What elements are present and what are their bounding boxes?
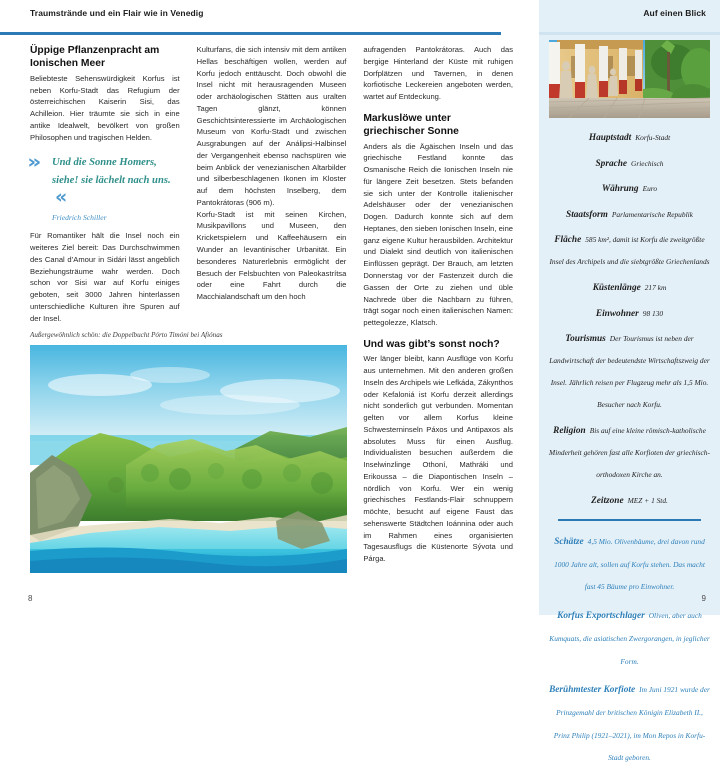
section-heading-markusloewe: Markuslöwe unter griechischer Sonne [363,112,459,138]
pull-quote-text: Und die Sonne Homers, siehe! sie lächelt nach uns. [52,157,171,187]
running-head-left: Traumstrände und ein Flair wie in Venedig [30,8,204,18]
extra-row [549,603,710,671]
header-rule-right [539,32,720,35]
fact-row [549,301,710,323]
extra-row [549,529,710,597]
page-right-sidebar [539,0,720,763]
fact-label: Religion [553,425,586,436]
fact-label: Währung [601,184,639,195]
photo-caption: Außergewöhnlich schön: die Doppelbucht Pórto Timóni bei Afiónas [30,331,223,339]
fact-value: Korfu-Stadt [635,133,671,142]
achilleion-colonnade-illustration [549,40,710,118]
fact-value: 217 km [644,282,667,292]
sidebar-divider [558,519,701,521]
article-column-3 [363,44,513,574]
photo-caption-wrap [30,331,347,343]
fact-label: Einwohner [595,308,639,319]
section-heading-pflanzenpracht: Üppige Pflanzenpracht am Ionischen Meer [30,45,160,70]
extra-label: Schätze [554,536,584,547]
extra-value: Im Juni 1921 wurde der Prinzgemahl der britischen Königin Elizabeth II., Prinz Philip (1921–2021), im Mon Repos in Korfu-Stadt geboren. [553,685,710,763]
paragraph-ausfluege: Wer länger bleibt, kann Ausflüge von Korfu aus unternehmen. Mit den anderen großen Inseln des Archipels wie Lefkáda, Zákynthos oder Kefaloniá ist Korfu derzeit allerdings nicht sonderlich gut verbunden. Momentan gelten vor allem Korfus kleine Schwesterninseln Páxos und Antipaxos als absolutes Muss für einen Ausflug. Individualisten besuchen außerdem die Inselwinzlinge Othoní, Mathráki und Erikoussa – die Diapontischen Inseln – nördlich von Korfu. Wer ein wenig griechisches Festlands-Flair schnuppern möchte, besucht auf eigene Faust das sehenswerte Städtchen Ioánnina oder auch im Rahmen eines organisierten Tagesausflugs die Küstenorte Sývota und Párga. [363,354,514,564]
paragraph-kulturfans: Kulturfans, die sich intensiv mit dem antiken Hellas beschäftigen wollen, werden auf Korfu jedoch enttäuscht. Doch obwohl die Insel nicht mit herausragenden Museen oder archäologischen Stätten aus uralten Tagen glänzt, können Geschichtsinteressierte im Archäologischen Museum von Korfu-Stadt und zwischen Ausgrabungen auf der Análipsi-Halbinsel der Vergangenheit ebenso nachspüren wie beim Anblick der venezianischen Altarbilder und silberbeschlagenen Ikonen im Kloster auf dem höchsten Inselberg, dem Pantokrátoras (906 m). [196,45,347,207]
fact-value: Parlamentarische Republik [611,209,693,219]
fact-value: Euro [642,184,658,194]
fact-row [549,227,710,271]
coastal-landscape-illustration [30,345,347,573]
fact-label: Hauptstadt [588,133,632,143]
fact-row [549,326,710,414]
paragraph-venezianisch: Anders als die Ägäischen Inseln und das griechische Festland konnte das Osmanische Reich die Ionischen Inseln nie für längere Zeit besetzen. Stets befanden sie sich unter der Kontrolle italienischer Adelshäuser oder der venezianischen Dogen. Dadurch konnte sich auf dem Heptanes, den sieben Ionischen Inseln, eine ganz eigene Kultur herausbilden. Architektur und Dialekt sind deutlich von italienischen Einflüssen geprägt. Der Brauch, am letzten Donnerstag vor der Fastenzeit durch die Gassen der Orte zu ziehen und üble Nachrede über die Nachbarn zu führen, trägt sogar noch einen italienischen Namen: pettegolezze, Klatsch. [363,141,514,328]
fact-label: Tourismus [565,334,606,345]
extra-label: Korfus Exportschlager [557,611,645,622]
extras-list [549,529,710,768]
fact-value: 585 km², damit ist Korfu die zweitgrößte Insel des Archipels und die siebtgrößte Griechenlands [549,235,710,267]
fact-row [549,275,710,297]
fact-row [549,125,710,147]
fact-box [549,40,710,774]
page-number-right: 9 [701,594,706,603]
fact-value: Der Tourismus ist neben der Landwirtschaft der bedeutendste Wirtschaftszweig der Insel. Jährlich reisen per Flugzeug mehr als 1,5 Mio. Besucher nach Korfu. [549,334,710,410]
fact-row [549,418,710,484]
fact-label: Fläche [554,235,582,246]
fact-label: Zeitzone [591,495,624,506]
fact-label: Sprache [595,158,628,169]
fact-label: Staatsform [566,209,608,220]
paragraph-intro: Beliebteste Sehenswürdigkeit Korfus ist neben Korfu-Stadt das Refugium der österreichischen Kaiserin Sisi, das Achilleion. Hier träumte sie sich in eine antike Idealwelt, bevölkert von großen Philosophen und tragischen Helden. [30,73,180,142]
paragraph-romantiker: Für Romantiker hält die Insel noch ein weiteres Ziel bereit: Das Durchschwimmen des Canal d’Amour in Sidári lässt angeblich Beziehungsträume wahr werden. Doch schon vor Sisi war auf Korfu einiges geboten, seit 3000 Jahren hinterlassen unterschiedliche Kulturen ihre Spuren auf der Insel. [30,231,180,323]
extra-value: 4,5 Mio. Olivenbäume, drei davon rund 1000 Jahre alt, sollen auf Korfu stehen. Das macht fast 45 Bäume pro Einwohner. [554,536,705,592]
photo-porto-timoni [30,345,347,573]
quote-close-icon: « [55,186,65,209]
facts-list [549,125,710,510]
running-head-right: Auf einen Blick [643,8,706,18]
extra-value: Oliven, aber auch Kumquats, die asiatischen Zwergorangen, in jeglicher Form. [549,611,710,666]
fact-row [549,488,710,510]
fact-value: Griechisch [631,158,664,168]
paragraph-pantokratoras: aufragenden Pantokrátoras. Auch das bergige Hinterland der Küste mit ruhigen Dorfplätzen und Tavernen, in denen korfiotische Leckereien angeboten werden, wartet auf Entdeckung. [363,45,514,102]
pull-quote [27,151,180,223]
paragraph-korfu-stadt: Korfu-Stadt ist mit seinen Kirchen, Musikpavillons und Museen, den Kricketspielern und Kaffeehäusern ein Wunder an levantinischer Urbanität. Ein besonderes Naturerlebnis ermöglicht der Besuch der Felsbuchten von Paleokastrítsa oder eine Fahrt durch die Macchialandschaft um den hoch [196,209,347,302]
fact-label: Küstenlänge [592,282,641,293]
pull-quote-author: Friedrich Schiller [52,213,107,223]
quote-open-icon: » [27,151,38,174]
page-number-left: 8 [28,594,33,603]
fact-row [549,151,710,173]
extra-row [549,677,710,768]
fact-row [549,202,710,224]
extra-label: Berühmtester Korfiote [549,685,636,696]
fact-row [549,176,710,198]
fact-value: MEZ + 1 Std. [627,495,668,505]
fact-value: 98 130 [642,308,664,318]
section-heading-sonst-noch: Und was gibt’s sonst noch? [363,338,500,350]
fact-value: Bis auf eine kleine römisch-katholische Minderheit gehören fast alle Korfioten der griechisch-orthodoxen Kirche an. [549,425,710,480]
header-rule-left [0,32,501,35]
